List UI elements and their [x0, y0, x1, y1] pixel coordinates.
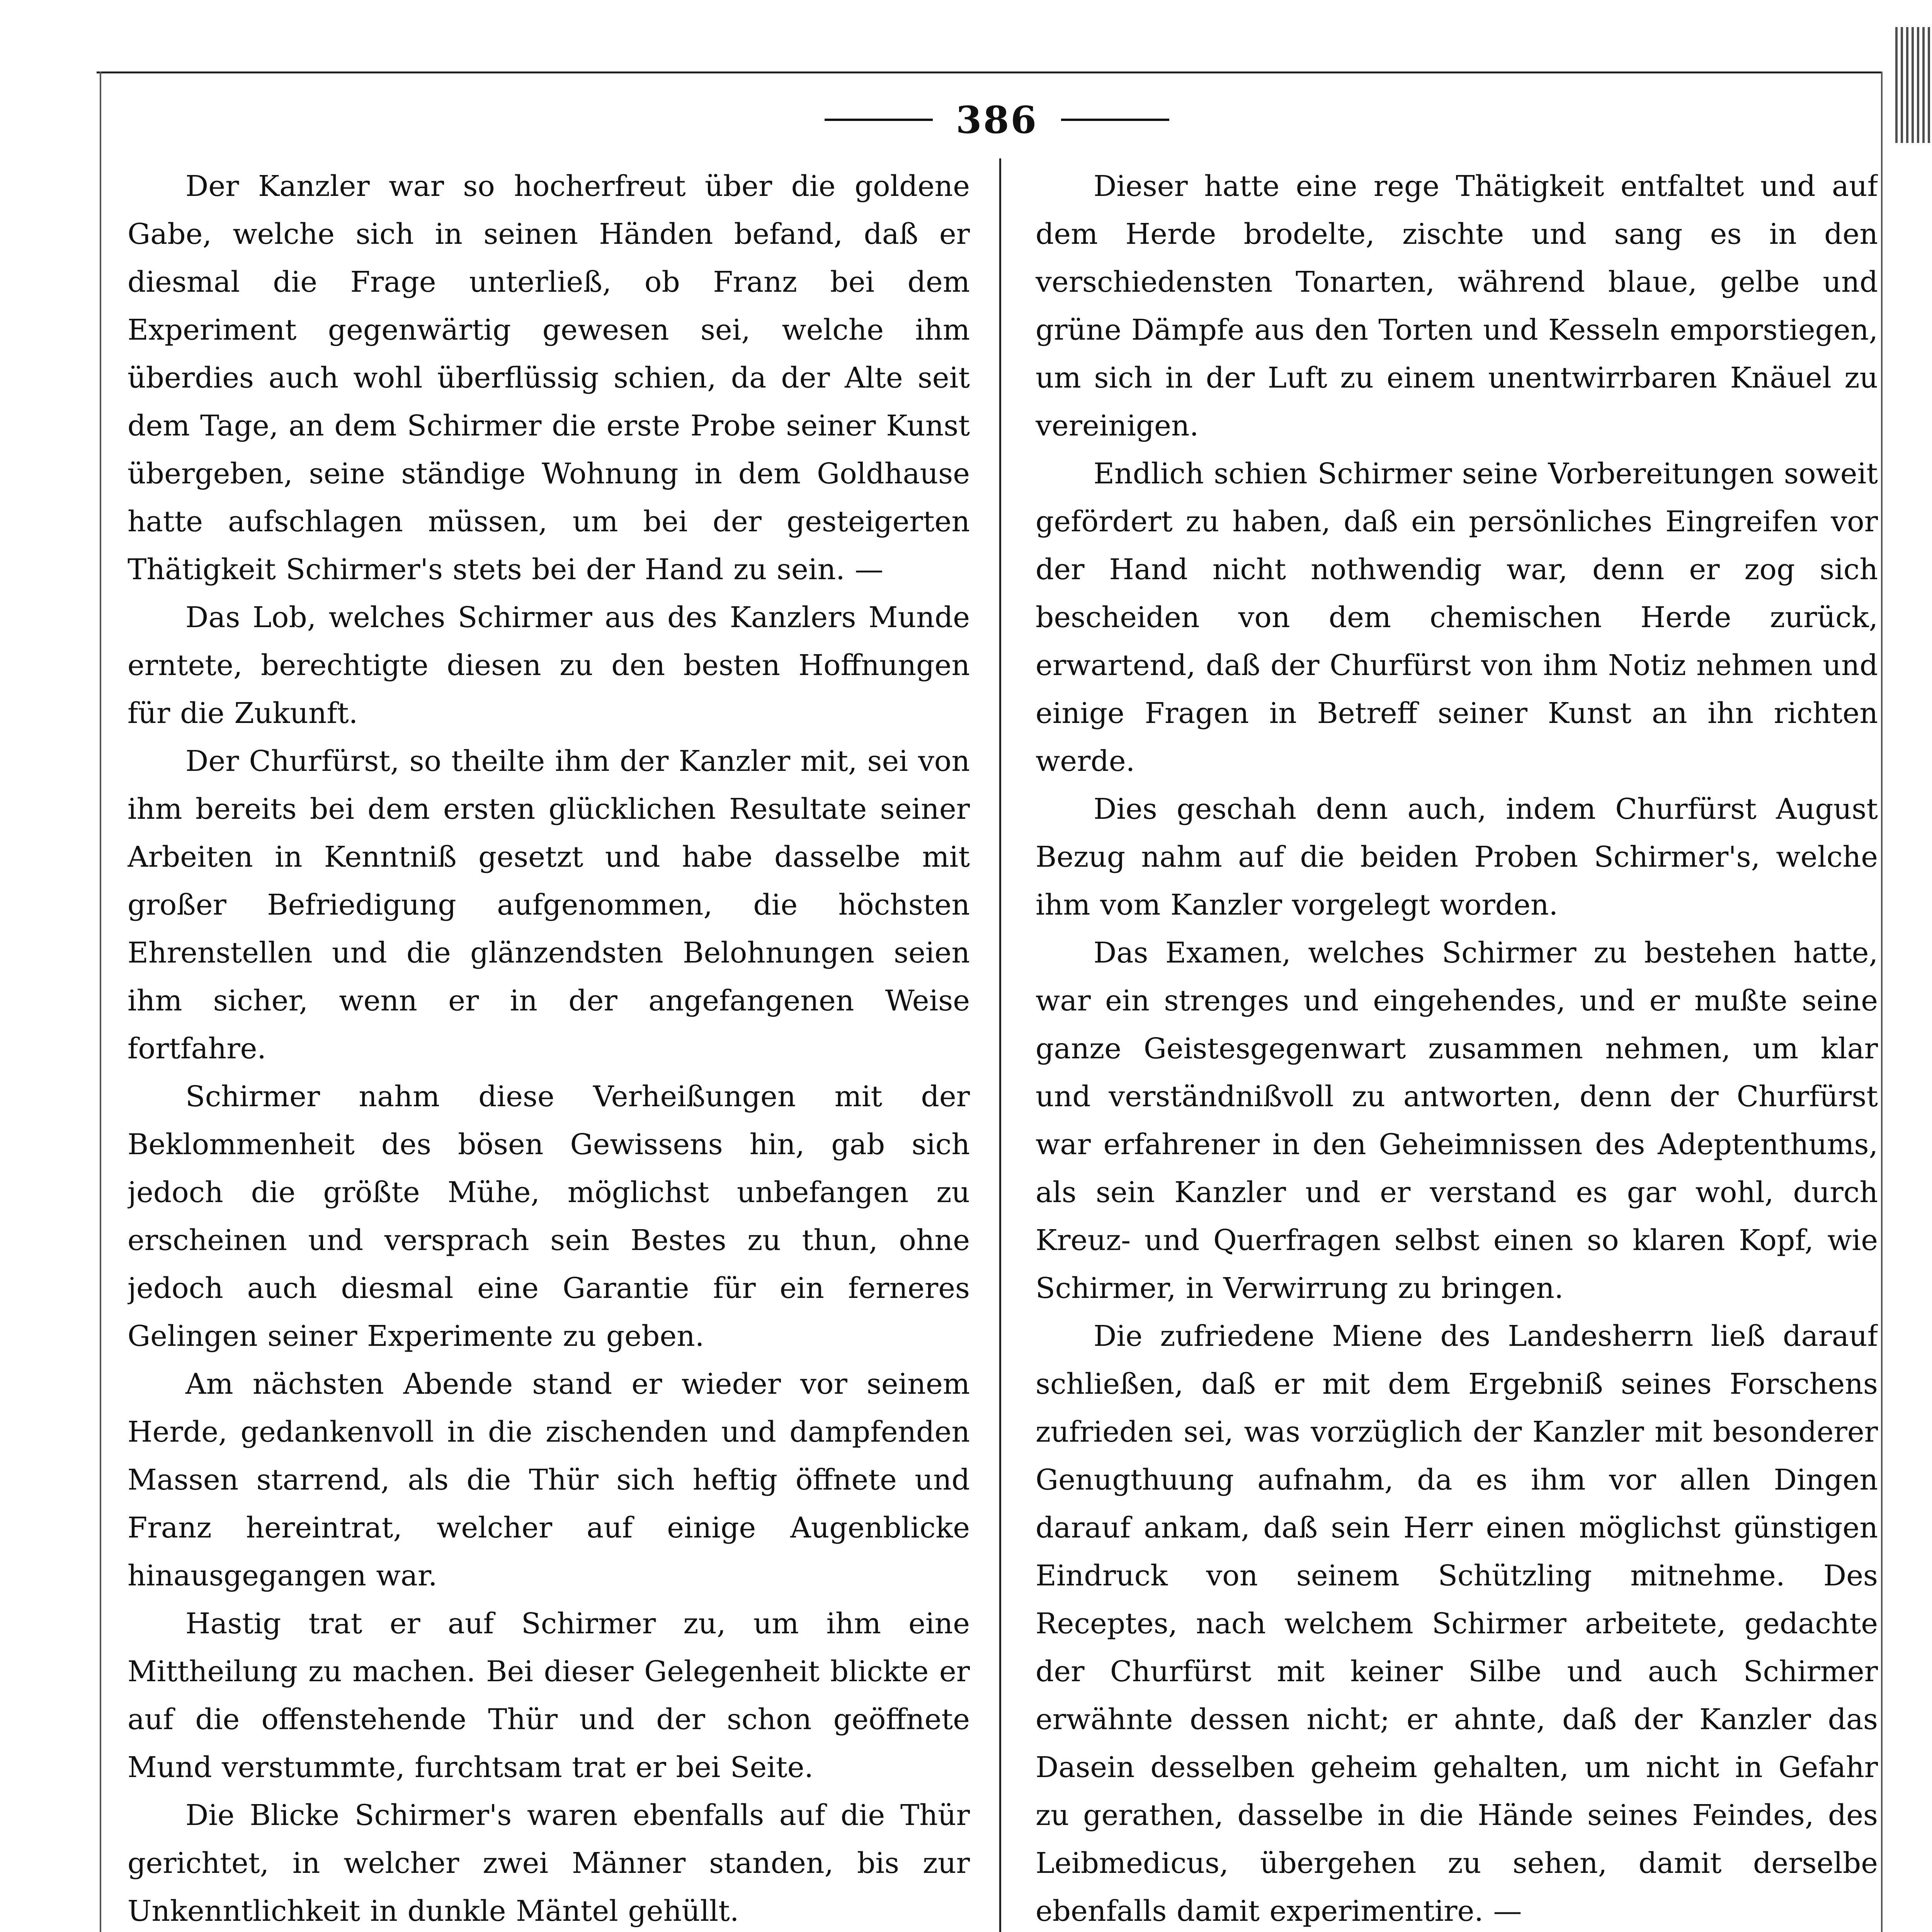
page-number: 386 — [956, 98, 1038, 142]
paragraph: Die zufriedene Miene des Landesherrn ließ darauf schließen, daß er mit dem Ergebniß seines Forschens zufrieden sei, was vorzüglich der Kanzler mit besonderer Genugthuung aufnahm, da es ihm vor allen Dingen darauf ankam, daß sein Herr einen möglichst günstigen Eindruck von seinem Schützling mitnehme. Des Receptes, nach welchem Schirmer arbeitete, gedachte der Churfürst mit keiner Silbe und auch Schirmer erwähnte dessen nicht; er ahnte, daß der Kanzler das Dasein desselben geheim gehalten, um nicht in Gefahr zu gerathen, dasselbe in die Hände seines Feindes, des Leibmedicus, übergehen zu sehen, damit derselbe ebenfalls damit experimentire. — — [1036, 1320, 1878, 1928]
header-rule-left — [825, 119, 933, 121]
page-frame-left — [100, 71, 101, 1932]
column-divider — [999, 158, 1001, 1932]
page-frame-right — [1881, 71, 1883, 1932]
page-frame-top — [97, 71, 1882, 73]
paragraph: Das Examen, welches Schirmer zu bestehen hatte, war ein strenges und eingehendes, und er mußte seine ganze Geistesgegenwart zusammen nehmen, um klar und verständnißvoll zu antworten, denn der Churfürst war erfahrener in den Geheimnissen des Adeptenthums, als sein Kanzler und er verstand es gar wohl, durch Kreuz- und Querfragen selbst einen so klaren Kopf, wie Schirmer, in Verwirrung zu bringen. — [1036, 936, 1878, 1305]
right-column — [1036, 162, 1878, 1932]
paragraph: Der Kanzler war so hocherfreut über die goldene Gabe, welche sich in seinen Händen befand, daß er diesmal die Frage unterließ, ob Franz bei dem Experiment gegenwärtig gewesen sei, welche ihm überdies auch wohl überflüssig schien, da der Alte seit dem Tage, an dem Schirmer die erste Probe seiner Kunst übergeben, seine ständige Wohnung in dem Goldhause hatte aufschlagen müssen, um bei der gesteigerten Thätigkeit Schirmer's stets bei der Hand zu sein. — — [128, 170, 970, 586]
paragraph: Hastig trat er auf Schirmer zu, um ihm eine Mittheilung zu machen. Bei dieser Gelegenheit blickte er auf die offenstehende Thür und der schon geöffnete Mund verstummte, furchtsam trat er bei Seite. — [128, 1607, 970, 1784]
paragraph: Der Churfürst, so theilte ihm der Kanzler mit, sei von ihm bereits bei dem ersten glücklichen Resultate seiner Arbeiten in Kenntniß gesetzt und habe dasselbe mit großer Befriedigung aufgenommen, die höchsten Ehrenstellen und die glänzendsten Belohnungen seien ihm sicher, wenn er in der angefangenen Weise fortfahre. — [128, 745, 970, 1065]
paragraph: Dies geschah denn auch, indem Churfürst August Bezug nahm auf die beiden Proben Schirmer's, welche ihm vom Kanzler vorgelegt worden. — [1036, 793, 1878, 922]
paragraph: Das Lob, welches Schirmer aus des Kanzlers Munde erntete, berechtigte diesen zu den besten Hoffnungen für die Zukunft. — [128, 601, 970, 730]
page-header — [823, 93, 1171, 147]
paragraph: Endlich schien Schirmer seine Vorbereitungen soweit gefördert zu haben, daß ein persönliches Eingreifen vor der Hand nicht nothwendig war, denn er zog sich bescheiden von dem chemischen Herde zurück, erwartend, daß der Churfürst von ihm Notiz nehmen und einige Fragen in Betreff seiner Kunst an ihn richten werde. — [1036, 457, 1878, 778]
paragraph: Dieser hatte eine rege Thätigkeit entfaltet und auf dem Herde brodelte, zischte und sang es in den verschiedensten Tonarten, während blaue, gelbe und grüne Dämpfe aus den Torten und Kesseln emporstiegen, um sich in der Luft zu einem unentwirrbaren Knäuel zu vereinigen. — [1036, 170, 1878, 442]
left-column — [128, 162, 970, 1932]
header-rule-right — [1061, 119, 1169, 121]
paragraph: Die Blicke Schirmer's waren ebenfalls auf die Thür gerichtet, in welcher zwei Männer standen, bis zur Unkenntlichkeit in dunkle Mäntel gehüllt. — [128, 1799, 970, 1928]
paragraph: Schirmer nahm diese Verheißungen mit der Beklommenheit des bösen Gewissens hin, gab sich jedoch die größte Mühe, möglichst unbefangen zu erscheinen und versprach sein Bestes zu thun, ohne jedoch auch diesmal eine Garantie für ein ferneres Gelingen seiner Experimente zu geben. — [128, 1080, 970, 1353]
scan-edge-mark — [1895, 27, 1930, 143]
paragraph: Am nächsten Abende stand er wieder vor seinem Herde, gedankenvoll in die zischenden und dampfenden Massen starrend, als die Thür sich heftig öffnete und Franz hereintrat, welcher auf einige Augenblicke hinausgegangen war. — [128, 1367, 970, 1592]
